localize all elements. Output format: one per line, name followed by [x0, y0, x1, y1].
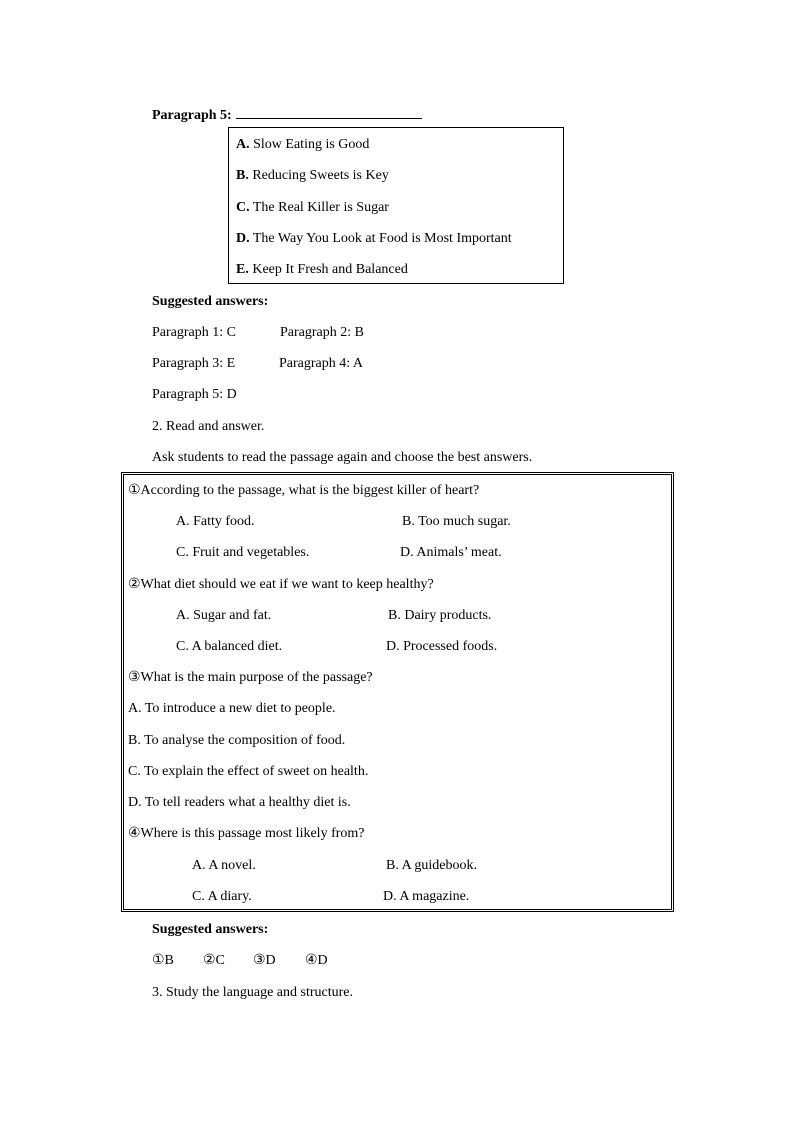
question-1-option-b[interactable]: B. Too much sugar. — [402, 514, 511, 529]
answer-item: ②C — [203, 953, 225, 968]
answer-item: Paragraph 2: B — [280, 325, 364, 340]
task-2-title: 2. Read and answer. — [152, 419, 265, 434]
heading-text: Slow Eating is Good — [253, 137, 370, 152]
answer-blank[interactable] — [236, 104, 422, 119]
heading-option-d — [236, 230, 512, 247]
suggested-answers-heading: Suggested answers: — [152, 294, 269, 309]
heading-letter: E. — [236, 262, 249, 277]
question-1-option-a[interactable]: A. Fatty food. — [176, 514, 255, 529]
answer-item: Paragraph 3: E — [152, 356, 236, 371]
heading-text: Keep It Fresh and Balanced — [252, 262, 408, 277]
heading-option-b — [236, 167, 389, 184]
heading-letter: B. — [236, 168, 249, 183]
answer-item: Paragraph 1: C — [152, 325, 236, 340]
question-3-option-a[interactable]: A. To introduce a new diet to people. — [128, 701, 336, 716]
question-2-option-c[interactable]: C. A balanced diet. — [176, 639, 283, 654]
question-3-option-b[interactable]: B. To analyse the composition of food. — [128, 733, 346, 748]
question-4-option-d[interactable]: D. A magazine. — [383, 889, 470, 904]
answer-item: ④D — [305, 953, 328, 968]
heading-option-c — [236, 199, 389, 216]
question-1-option-d[interactable]: D. Animals’ meat. — [400, 545, 502, 560]
heading-letter: C. — [236, 200, 250, 215]
heading-letter: A. — [236, 137, 250, 152]
answer-item: ③D — [253, 953, 276, 968]
question-4-stem: ④Where is this passage most likely from? — [128, 826, 365, 841]
task-3-title: 3. Study the language and structure. — [152, 985, 354, 1000]
question-3-option-d[interactable]: D. To tell readers what a healthy diet is. — [128, 795, 351, 810]
paragraph-5-label: Paragraph 5: — [152, 108, 232, 123]
answer-item: ①B — [152, 953, 174, 968]
question-2-option-d[interactable]: D. Processed foods. — [386, 639, 498, 654]
answer-item: Paragraph 4: A — [279, 356, 363, 371]
answer-item: Paragraph 5: D — [152, 387, 237, 402]
question-1-option-c[interactable]: C. Fruit and vegetables. — [176, 545, 310, 560]
question-1-stem: ①According to the passage, what is the biggest killer of heart? — [128, 483, 480, 498]
question-2-stem: ②What diet should we eat if we want to keep healthy? — [128, 577, 434, 592]
question-2-option-b[interactable]: B. Dairy products. — [388, 608, 492, 623]
heading-letter: D. — [236, 231, 250, 246]
task-2-instruction: Ask students to read the passage again and choose the best answers. — [152, 450, 533, 465]
question-3-stem: ③What is the main purpose of the passage? — [128, 670, 373, 685]
question-4-option-c[interactable]: C. A diary. — [192, 889, 252, 904]
question-3-option-c[interactable]: C. To explain the effect of sweet on health. — [128, 764, 369, 779]
heading-text: Reducing Sweets is Key — [252, 168, 389, 183]
paragraph-5-prompt — [152, 104, 422, 124]
heading-option-e — [236, 261, 408, 278]
questions-box-inner-border — [123, 474, 672, 910]
question-2-option-a[interactable]: A. Sugar and fat. — [176, 608, 272, 623]
heading-text: The Real Killer is Sugar — [252, 200, 389, 215]
suggested-answers-heading-2: Suggested answers: — [152, 922, 269, 937]
question-4-option-a[interactable]: A. A novel. — [192, 858, 256, 873]
question-4-option-b[interactable]: B. A guidebook. — [386, 858, 478, 873]
heading-text: The Way You Look at Food is Most Important — [252, 231, 512, 246]
heading-option-a — [236, 136, 369, 153]
